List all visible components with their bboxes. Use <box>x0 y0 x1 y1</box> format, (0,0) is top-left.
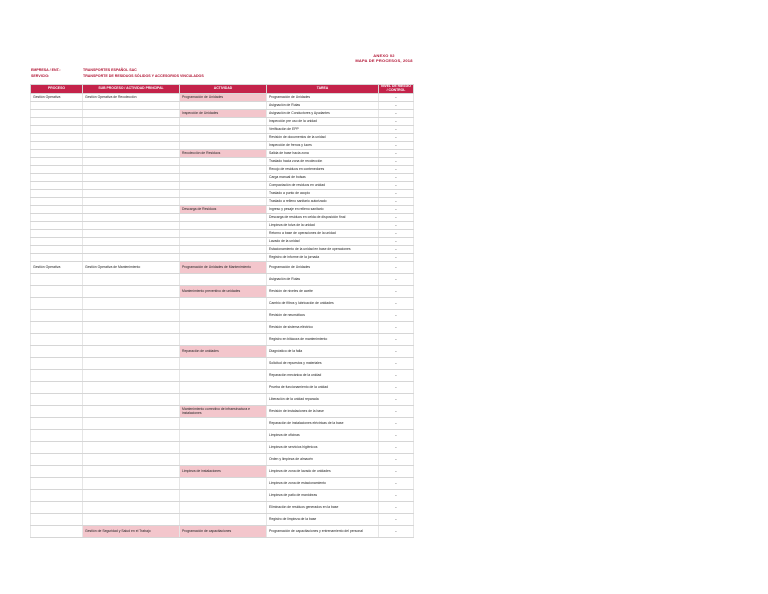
cell-process <box>31 254 83 262</box>
cell-task: Diagnóstico de la falla <box>267 346 379 358</box>
cell-task: Estacionamiento de la unidad en base de operaciones <box>267 246 379 254</box>
table-row <box>31 198 414 206</box>
cell-subprocess <box>83 478 180 490</box>
cell-activity <box>180 254 267 262</box>
table-row <box>31 254 414 262</box>
cell-subprocess <box>83 206 180 214</box>
table-row <box>31 274 414 286</box>
service-value: TRANSPORTE DE RESIDUOS SÓLIDOS Y ACCESORIOS VINCULADOS <box>83 74 204 78</box>
cell-risk-level: - <box>379 134 414 142</box>
cell-activity <box>180 418 267 430</box>
table-row <box>31 298 414 310</box>
cell-process <box>31 334 83 346</box>
cell-activity <box>180 158 267 166</box>
cell-process <box>31 322 83 334</box>
table-row <box>31 94 414 102</box>
cell-activity <box>180 358 267 370</box>
table-row <box>31 222 414 230</box>
cell-risk-level: - <box>379 182 414 190</box>
cell-task: Limpieza de zona de lavado de unidades <box>267 466 379 478</box>
cell-process <box>31 134 83 142</box>
cell-subprocess <box>83 214 180 222</box>
cell-process <box>31 238 83 246</box>
cell-task: Limpieza de tolva de la unidad <box>267 222 379 230</box>
cell-task: Verificación de EPP <box>267 126 379 134</box>
cell-subprocess <box>83 334 180 346</box>
cell-subprocess <box>83 142 180 150</box>
cell-process <box>31 222 83 230</box>
cell-risk-level: - <box>379 206 414 214</box>
cell-task: Registro en bitácora de mantenimiento <box>267 334 379 346</box>
table-row <box>31 206 414 214</box>
cell-activity <box>180 382 267 394</box>
cell-activity <box>180 190 267 198</box>
cell-activity <box>180 430 267 442</box>
cell-risk-level: - <box>379 286 414 298</box>
table-row <box>31 418 414 430</box>
table-row <box>31 118 414 126</box>
table-row <box>31 358 414 370</box>
cell-process <box>31 190 83 198</box>
cell-risk-level: - <box>379 174 414 182</box>
table-row <box>31 322 414 334</box>
cell-subprocess <box>83 394 180 406</box>
cell-subprocess <box>83 274 180 286</box>
table-row <box>31 466 414 478</box>
cell-task: Programación de Unidades <box>267 262 379 274</box>
cell-risk-level: - <box>379 254 414 262</box>
cell-task: Reparación de instalaciones eléctricas de la base <box>267 418 379 430</box>
cell-process <box>31 182 83 190</box>
cell-risk-level: - <box>379 406 414 418</box>
cell-risk-level: - <box>379 502 414 514</box>
cell-process <box>31 310 83 322</box>
cell-task: Retorno a base de operaciones de la unidad <box>267 230 379 238</box>
cell-task: Asignación de Conductores y Ayudantes <box>267 110 379 118</box>
cell-task: Revisión de sistema eléctrico <box>267 322 379 334</box>
table-row <box>31 126 414 134</box>
cell-task: Asignación de Rutas <box>267 274 379 286</box>
table-row <box>31 526 414 538</box>
cell-subprocess <box>83 430 180 442</box>
table-row <box>31 370 414 382</box>
cell-task: Ingreso y pesaje en relleno sanitario <box>267 206 379 214</box>
cell-risk-level: - <box>379 346 414 358</box>
cell-subprocess <box>83 118 180 126</box>
cell-process <box>31 514 83 526</box>
cell-subprocess <box>83 238 180 246</box>
cell-process <box>31 406 83 418</box>
cell-activity <box>180 134 267 142</box>
cell-task: Programación de Unidades <box>267 94 379 102</box>
table-row <box>31 158 414 166</box>
cell-task: Revisión de neumáticos <box>267 310 379 322</box>
cell-process <box>31 442 83 454</box>
cell-activity: Programación de Unidades <box>180 94 267 102</box>
cell-activity <box>180 182 267 190</box>
cell-process <box>31 274 83 286</box>
cell-risk-level: - <box>379 190 414 198</box>
cell-risk-level: - <box>379 442 414 454</box>
cell-subprocess <box>83 102 180 110</box>
cell-subprocess <box>83 322 180 334</box>
cell-subprocess <box>83 370 180 382</box>
cell-activity: Programación de capacitaciones <box>180 526 267 538</box>
cell-subprocess <box>83 254 180 262</box>
column-header-risk-level: NIVEL DE RIESGO / CONTROL <box>379 85 414 94</box>
cell-process <box>31 126 83 134</box>
cell-subprocess <box>83 222 180 230</box>
cell-task: Carga manual de bolsas <box>267 174 379 182</box>
cell-task: Limpieza de servicios higiénicos <box>267 442 379 454</box>
cell-task: Registro de limpieza de la base <box>267 514 379 526</box>
cell-task: Limpieza de oficinas <box>267 430 379 442</box>
cell-activity: Limpieza de instalaciones <box>180 466 267 478</box>
cell-activity <box>180 394 267 406</box>
cell-activity <box>180 118 267 126</box>
cell-subprocess <box>83 466 180 478</box>
cell-task: Inspección de frenos y luces <box>267 142 379 150</box>
cell-process <box>31 454 83 466</box>
cell-risk-level: - <box>379 526 414 538</box>
cell-subprocess <box>83 110 180 118</box>
column-header-task: TAREA <box>267 85 379 94</box>
cell-process <box>31 502 83 514</box>
table-row <box>31 142 414 150</box>
cell-risk-level: - <box>379 238 414 246</box>
cell-subprocess <box>83 230 180 238</box>
cell-process <box>31 246 83 254</box>
table-row <box>31 478 414 490</box>
cell-subprocess <box>83 246 180 254</box>
cell-activity: Recolección de Residuos <box>180 150 267 158</box>
cell-subprocess <box>83 126 180 134</box>
column-header-process: PROCESO <box>31 85 83 94</box>
cell-subprocess <box>83 418 180 430</box>
cell-task: Limpieza de patio de maniobras <box>267 490 379 502</box>
cell-subprocess <box>83 454 180 466</box>
cell-risk-level: - <box>379 94 414 102</box>
cell-subprocess <box>83 158 180 166</box>
cell-task: Traslado a relleno sanitario autorizado <box>267 198 379 206</box>
cell-process <box>31 174 83 182</box>
cell-task: Traslado hacia zona de recolección <box>267 158 379 166</box>
cell-risk-level: - <box>379 118 414 126</box>
cell-subprocess <box>83 174 180 182</box>
cell-activity <box>180 246 267 254</box>
cell-process <box>31 110 83 118</box>
cell-subprocess <box>83 190 180 198</box>
cell-risk-level: - <box>379 322 414 334</box>
cell-task: Limpieza de zona de estacionamiento <box>267 478 379 490</box>
cell-subprocess <box>83 198 180 206</box>
cell-process <box>31 102 83 110</box>
cell-activity <box>180 214 267 222</box>
cell-process <box>31 150 83 158</box>
cell-activity <box>180 322 267 334</box>
cell-subprocess <box>83 134 180 142</box>
cell-subprocess <box>83 442 180 454</box>
cell-process <box>31 382 83 394</box>
cell-risk-level: - <box>379 102 414 110</box>
cell-task: Asignación de Rutas <box>267 102 379 110</box>
cell-activity <box>180 238 267 246</box>
cell-task: Descarga de residuos en celda de disposición final <box>267 214 379 222</box>
table-row <box>31 102 414 110</box>
cell-risk-level: - <box>379 158 414 166</box>
cell-process <box>31 230 83 238</box>
cell-risk-level: - <box>379 150 414 158</box>
cell-risk-level: - <box>379 358 414 370</box>
cell-subprocess: Gestión Operativa de Recolección <box>83 94 180 102</box>
table-row <box>31 454 414 466</box>
cell-task: Registro de informe de la jornada <box>267 254 379 262</box>
table-row <box>31 514 414 526</box>
cell-activity <box>180 102 267 110</box>
cell-process <box>31 490 83 502</box>
cell-task: Prueba de funcionamiento de la unidad <box>267 382 379 394</box>
cell-task: Solicitud de repuestos y materiales <box>267 358 379 370</box>
cell-task: Reparación mecánica de la unidad <box>267 370 379 382</box>
cell-task: Recojo de residuos en contenedores <box>267 166 379 174</box>
cell-activity: Descarga de Residuos <box>180 206 267 214</box>
cell-risk-level: - <box>379 262 414 274</box>
cell-subprocess <box>83 286 180 298</box>
table-row <box>31 190 414 198</box>
cell-process <box>31 418 83 430</box>
cell-risk-level: - <box>379 198 414 206</box>
cell-task: Cambio de filtros y lubricación de unidades <box>267 298 379 310</box>
cell-risk-level: - <box>379 382 414 394</box>
cell-process <box>31 206 83 214</box>
cell-process <box>31 298 83 310</box>
table-row <box>31 238 414 246</box>
table-row <box>31 442 414 454</box>
cell-activity <box>180 174 267 182</box>
cell-activity <box>180 502 267 514</box>
cell-task: Inspección pre uso de la unidad <box>267 118 379 126</box>
cell-risk-level: - <box>379 142 414 150</box>
table-row <box>31 502 414 514</box>
cell-activity <box>180 490 267 502</box>
cell-task: Programación de capacitaciones y entrenamiento del personal <box>267 526 379 538</box>
cell-activity <box>180 370 267 382</box>
cell-activity <box>180 142 267 150</box>
cell-activity <box>180 514 267 526</box>
table-row <box>31 150 414 158</box>
cell-activity <box>180 198 267 206</box>
document-subtitle: MAPA DE PROCESOS, 2018 <box>355 58 413 63</box>
cell-risk-level: - <box>379 418 414 430</box>
cell-risk-level: - <box>379 430 414 442</box>
cell-activity <box>180 222 267 230</box>
cell-activity <box>180 478 267 490</box>
cell-risk-level: - <box>379 514 414 526</box>
cell-process: Gestión Operativa <box>31 94 83 102</box>
cell-activity <box>180 334 267 346</box>
cell-subprocess <box>83 166 180 174</box>
cell-subprocess <box>83 358 180 370</box>
table-row <box>31 346 414 358</box>
cell-task: Eliminación de residuos generados en la base <box>267 502 379 514</box>
cell-subprocess <box>83 490 180 502</box>
document-title: ANEXO 02 <box>373 53 395 58</box>
cell-process <box>31 370 83 382</box>
cell-process <box>31 158 83 166</box>
table-row <box>31 174 414 182</box>
process-map-table <box>30 84 414 538</box>
cell-activity: Mantenimiento correctivo de infraestructura e instalaciones <box>180 406 267 418</box>
cell-risk-level: - <box>379 126 414 134</box>
table-row <box>31 134 414 142</box>
cell-process <box>31 286 83 298</box>
cell-subprocess <box>83 310 180 322</box>
column-header-activity: ACTIVIDAD <box>180 85 267 94</box>
cell-process <box>31 166 83 174</box>
cell-risk-level: - <box>379 214 414 222</box>
cell-task: Revisión de niveles de aceite <box>267 286 379 298</box>
cell-process <box>31 214 83 222</box>
cell-risk-level: - <box>379 274 414 286</box>
cell-process <box>31 118 83 126</box>
cell-risk-level: - <box>379 490 414 502</box>
cell-risk-level: - <box>379 370 414 382</box>
cell-task: Revisión de instalaciones de la base <box>267 406 379 418</box>
table-row <box>31 214 414 222</box>
table-row <box>31 286 414 298</box>
cell-process <box>31 394 83 406</box>
cell-activity <box>180 454 267 466</box>
cell-risk-level: - <box>379 466 414 478</box>
cell-activity <box>180 274 267 286</box>
cell-process <box>31 142 83 150</box>
table-row <box>31 490 414 502</box>
table-body <box>31 94 414 538</box>
company-value: TRANSPORTES ESPAÑOL SAC <box>83 68 137 72</box>
cell-subprocess: Gestión Operativa de Mantenimiento <box>83 262 180 274</box>
table-row <box>31 382 414 394</box>
cell-process <box>31 198 83 206</box>
cell-activity <box>180 126 267 134</box>
cell-risk-level: - <box>379 478 414 490</box>
cell-risk-level: - <box>379 310 414 322</box>
table-row <box>31 394 414 406</box>
cell-subprocess <box>83 406 180 418</box>
cell-process <box>31 430 83 442</box>
cell-activity <box>180 310 267 322</box>
cell-task: Revisión de documentos de la unidad <box>267 134 379 142</box>
cell-risk-level: - <box>379 230 414 238</box>
table-row <box>31 246 414 254</box>
cell-subprocess <box>83 502 180 514</box>
cell-risk-level: - <box>379 110 414 118</box>
cell-subprocess <box>83 182 180 190</box>
cell-process <box>31 346 83 358</box>
table-row <box>31 110 414 118</box>
cell-subprocess <box>83 298 180 310</box>
cell-subprocess <box>83 382 180 394</box>
table-row <box>31 262 414 274</box>
cell-activity <box>180 166 267 174</box>
table-row <box>31 166 414 174</box>
table-row <box>31 430 414 442</box>
cell-process <box>31 466 83 478</box>
service-label: SERVICIO: <box>31 74 50 78</box>
table-row <box>31 230 414 238</box>
cell-risk-level: - <box>379 394 414 406</box>
table-row <box>31 334 414 346</box>
cell-risk-level: - <box>379 246 414 254</box>
cell-process <box>31 526 83 538</box>
cell-risk-level: - <box>379 222 414 230</box>
table-row <box>31 182 414 190</box>
cell-subprocess: Gestión de Seguridad y Salud en el Trabajo <box>83 526 180 538</box>
cell-activity: Mantenimiento preventivo de unidades <box>180 286 267 298</box>
cell-task: Traslado a punto de acopio <box>267 190 379 198</box>
table-header-row <box>31 85 414 94</box>
cell-activity: Reparación de unidades <box>180 346 267 358</box>
cell-task: Lavado de la unidad <box>267 238 379 246</box>
column-header-subprocess: SUB PROCESO / ACTIVIDAD PRINCIPAL <box>83 85 180 94</box>
cell-risk-level: - <box>379 454 414 466</box>
cell-process <box>31 358 83 370</box>
cell-process <box>31 478 83 490</box>
cell-activity <box>180 298 267 310</box>
cell-risk-level: - <box>379 298 414 310</box>
cell-task: Compactación de residuos en unidad <box>267 182 379 190</box>
company-label: EMPRESA / ENT.: <box>31 68 61 72</box>
cell-activity <box>180 230 267 238</box>
cell-activity: Programación de Unidades de Mantenimiento <box>180 262 267 274</box>
cell-task: Salida de base hacia zona <box>267 150 379 158</box>
cell-activity <box>180 442 267 454</box>
cell-risk-level: - <box>379 334 414 346</box>
cell-process: Gestión Operativa <box>31 262 83 274</box>
cell-task: Orden y limpieza de almacén <box>267 454 379 466</box>
cell-activity: Inspección de Unidades <box>180 110 267 118</box>
cell-task: Liberación de la unidad reparada <box>267 394 379 406</box>
table-row <box>31 406 414 418</box>
cell-subprocess <box>83 150 180 158</box>
cell-risk-level: - <box>379 166 414 174</box>
cell-subprocess <box>83 514 180 526</box>
table-row <box>31 310 414 322</box>
cell-subprocess <box>83 346 180 358</box>
